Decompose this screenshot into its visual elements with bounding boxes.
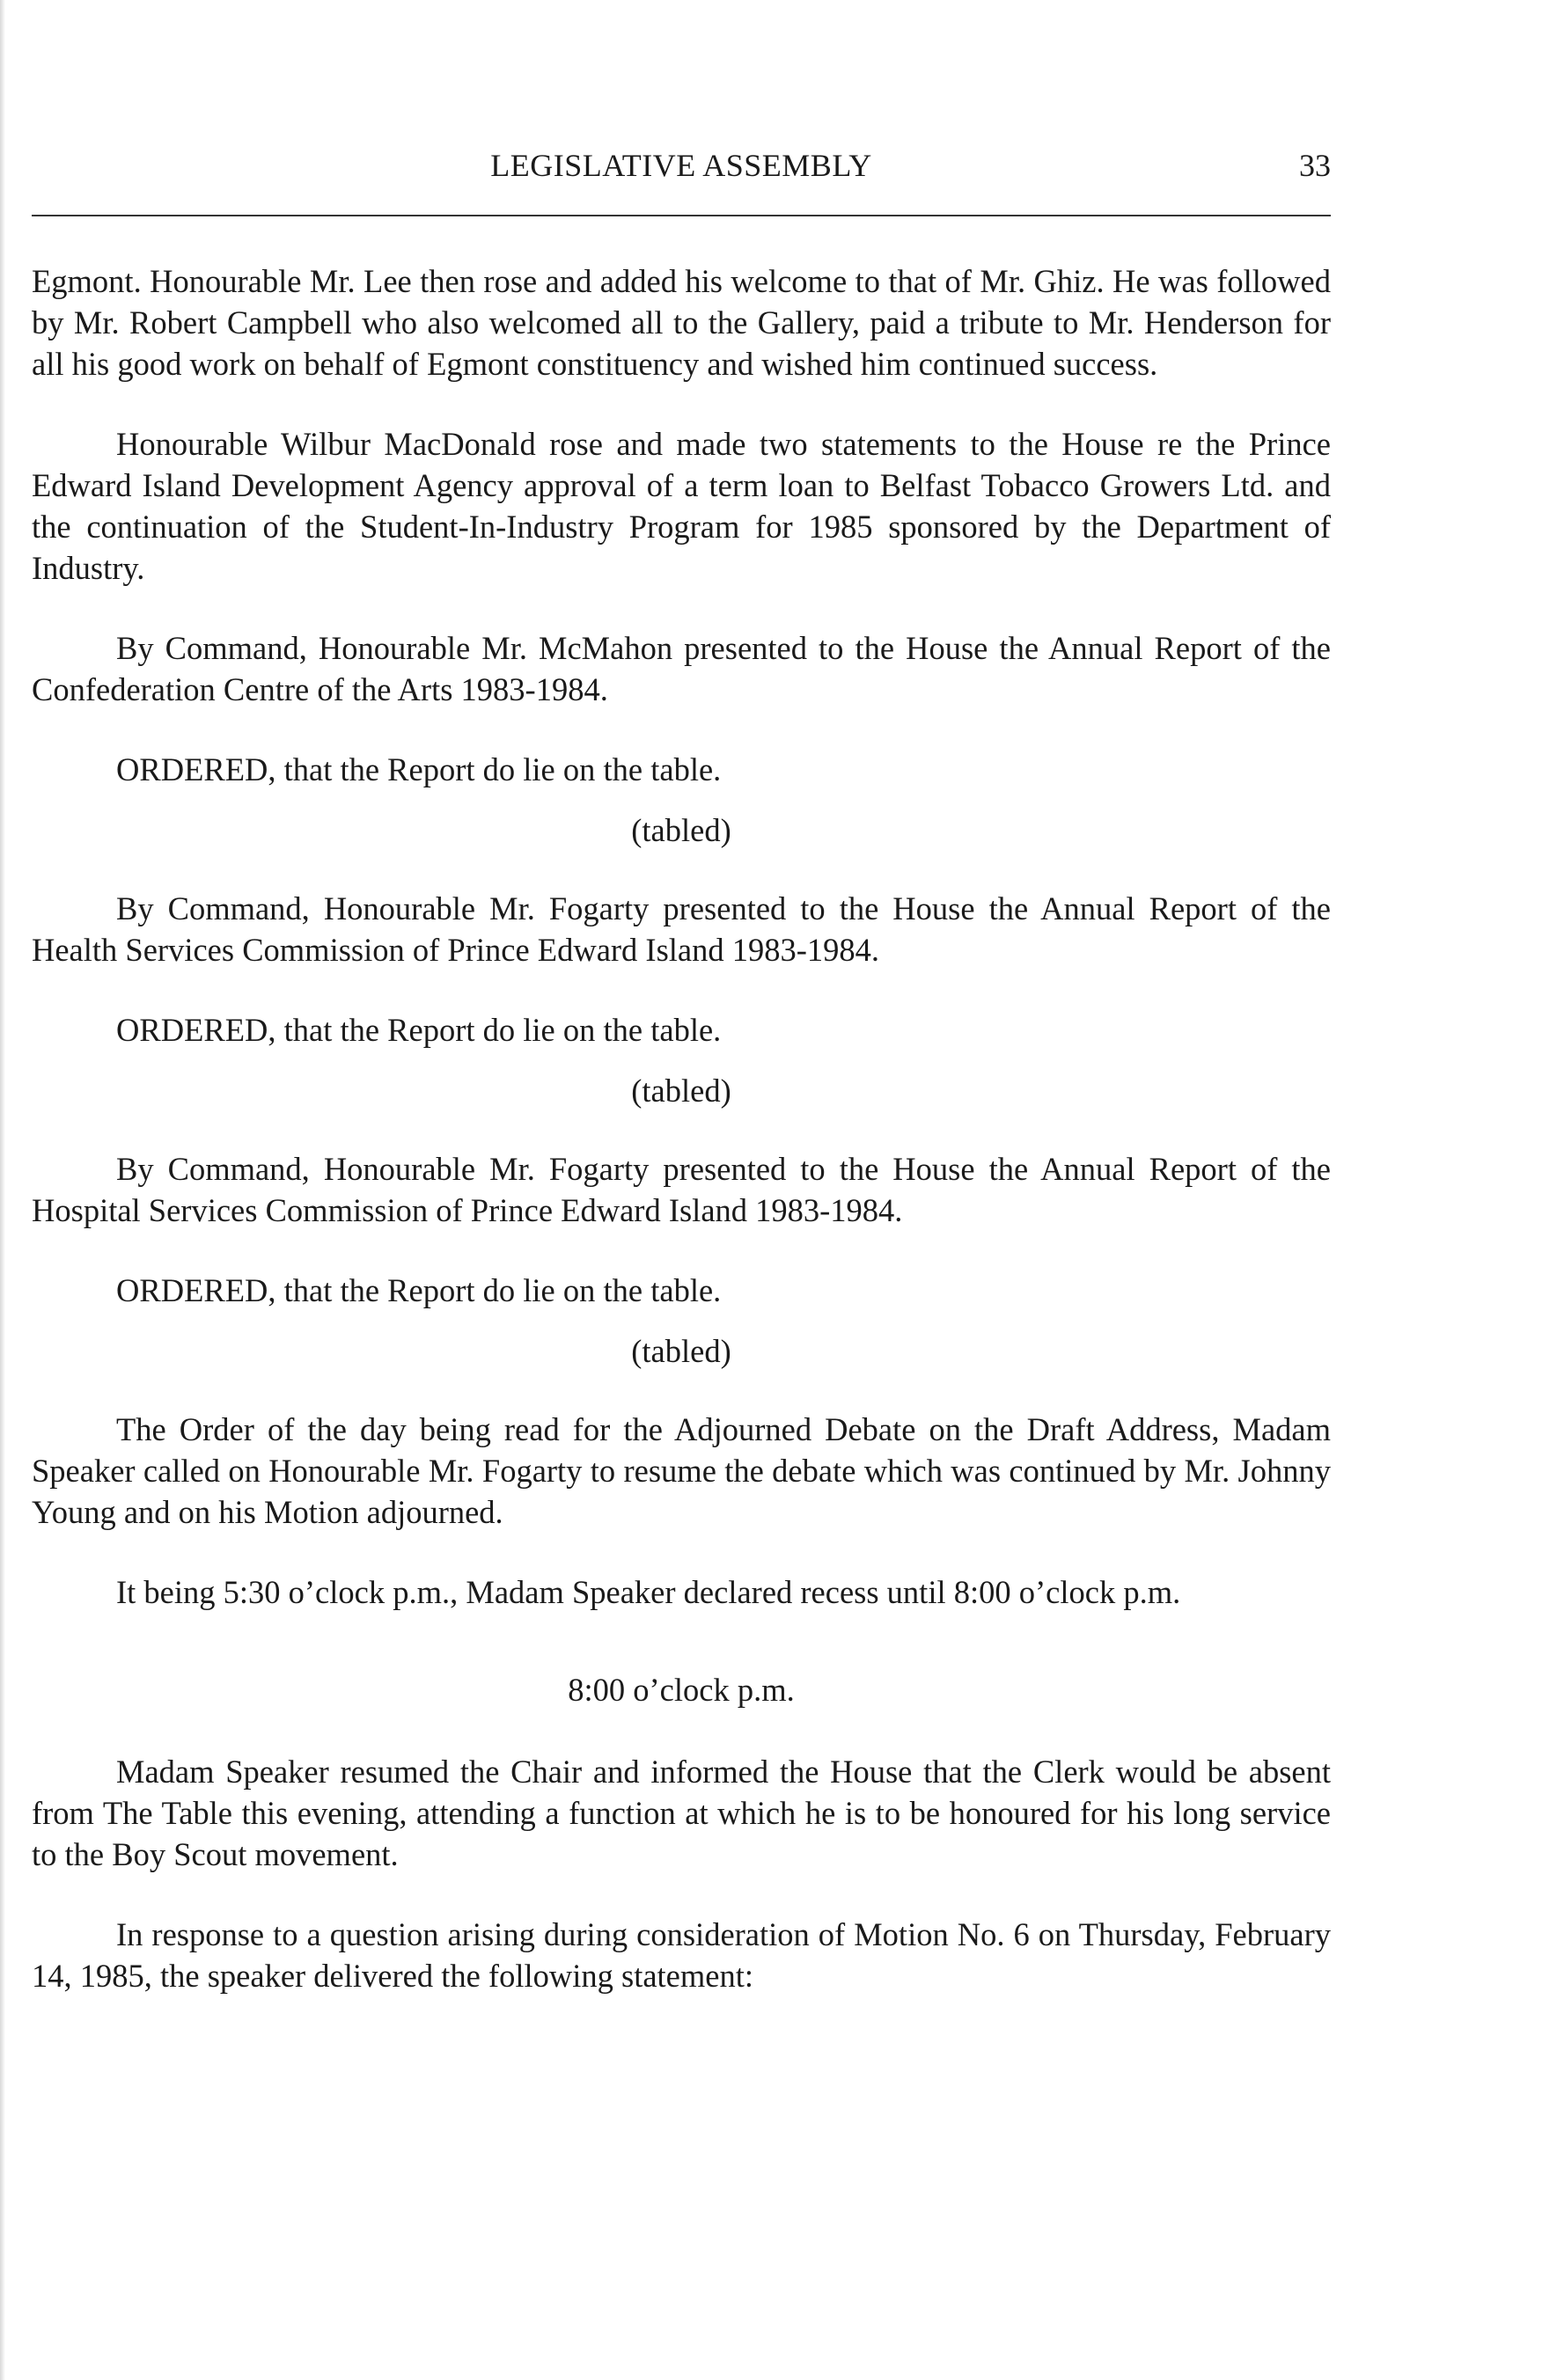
paragraph-confederation-report: By Command, Honourable Mr. McMahon presented to the House the Annual Report of the Confederation Centre of the Arts 1983-1984. bbox=[32, 630, 1331, 707]
page-number: 33 bbox=[1299, 148, 1331, 183]
tabled-note-1: (tabled) bbox=[631, 812, 731, 848]
scan-edge-shadow bbox=[0, 0, 5, 2380]
paragraph-adjourned-debate: The Order of the day being read for the Adjourned Debate on the Draft Address, Madam Speaker called on Honourable Mr. Fogarty to resume the debate which was continued by Mr. Johnny Young and on his Motion adjourned. bbox=[32, 1411, 1331, 1530]
time-heading: 8:00 o’clock p.m. bbox=[568, 1672, 795, 1708]
header-rule bbox=[32, 215, 1331, 216]
tabled-note-2: (tabled) bbox=[631, 1073, 731, 1109]
tabled-note-3: (tabled) bbox=[631, 1333, 731, 1369]
body-text bbox=[32, 260, 1331, 2035]
paragraph-motion-response: In response to a question arising during consideration of Motion No. 6 on Thursday, February 14, 1985, the speaker delivered the following statement: bbox=[32, 1916, 1331, 1994]
paragraph-recess: It being 5:30 o’clock p.m., Madam Speaker declared recess until 8:00 o’clock p.m. bbox=[116, 1574, 1181, 1610]
running-head-title: LEGISLATIVE ASSEMBLY bbox=[490, 148, 872, 183]
ordered-line-1: ORDERED, that the Report do lie on the table. bbox=[116, 751, 722, 787]
running-head bbox=[32, 139, 1331, 192]
ordered-line-3: ORDERED, that the Report do lie on the table. bbox=[116, 1272, 722, 1308]
paragraph-speaker-resumed: Madam Speaker resumed the Chair and informed the House that the Clerk would be absent from The Table this evening, attending a function at which he is to be honoured for his long service to the Boy Scout movement. bbox=[32, 1754, 1331, 1872]
paragraph-health-report: By Command, Honourable Mr. Fogarty presented to the House the Annual Report of the Health Services Commission of Prince Edward Island 1983-1984. bbox=[32, 890, 1331, 968]
ordered-line-2: ORDERED, that the Report do lie on the table. bbox=[116, 1012, 722, 1048]
paragraph-egmont-welcome: Egmont. Honourable Mr. Lee then rose and added his welcome to that of Mr. Ghiz. He was followed by Mr. Robert Campbell who also welcomed all to the Gallery, paid a tribute to Mr. Henderson for all his good work on behalf of Egmont constituency and wished him continued success. bbox=[32, 263, 1331, 382]
paragraph-hospital-report: By Command, Honourable Mr. Fogarty presented to the House the Annual Report of the Hospital Services Commission of Prince Edward Island 1983-1984. bbox=[32, 1151, 1331, 1228]
paragraph-macdonald-statements: Honourable Wilbur MacDonald rose and made two statements to the House re the Prince Edward Island Development Agency approval of a term loan to Belfast Tobacco Growers Ltd. and the continuation of the Student-In-Industry Program for 1985 sponsored by the Department of Industry. bbox=[32, 426, 1331, 586]
